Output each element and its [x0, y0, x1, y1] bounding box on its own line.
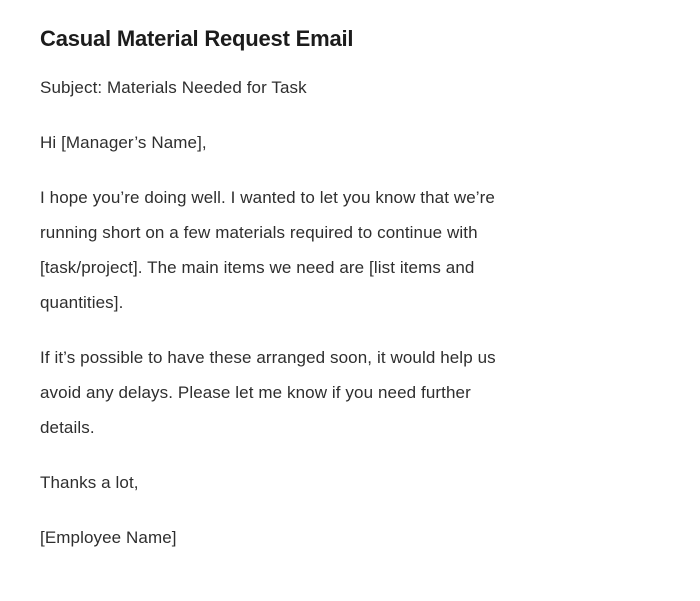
- greeting-line: Hi [Manager’s Name],: [40, 133, 207, 152]
- body-paragraph-1: [40, 180, 660, 320]
- paragraph-line: running short on a few materials required to continue with: [40, 223, 478, 242]
- paragraph-line: avoid any delays. Please let me know if you need further: [40, 383, 471, 402]
- paragraph-line: [task/project]. The main items we need are [list items and: [40, 258, 475, 277]
- page-title: Casual Material Request Email: [40, 26, 354, 51]
- paragraph-line: If it’s possible to have these arranged soon, it would help us: [40, 348, 496, 367]
- paragraph-line: quantities].: [40, 293, 124, 312]
- paragraph-line: details.: [40, 418, 95, 437]
- subject-line: Subject: Materials Needed for Task: [40, 78, 307, 97]
- body-paragraph-2: [40, 340, 660, 445]
- signature-line: [Employee Name]: [40, 528, 177, 547]
- paragraph-line: I hope you’re doing well. I wanted to let you know that we’re: [40, 188, 495, 207]
- closing-line: Thanks a lot,: [40, 473, 139, 492]
